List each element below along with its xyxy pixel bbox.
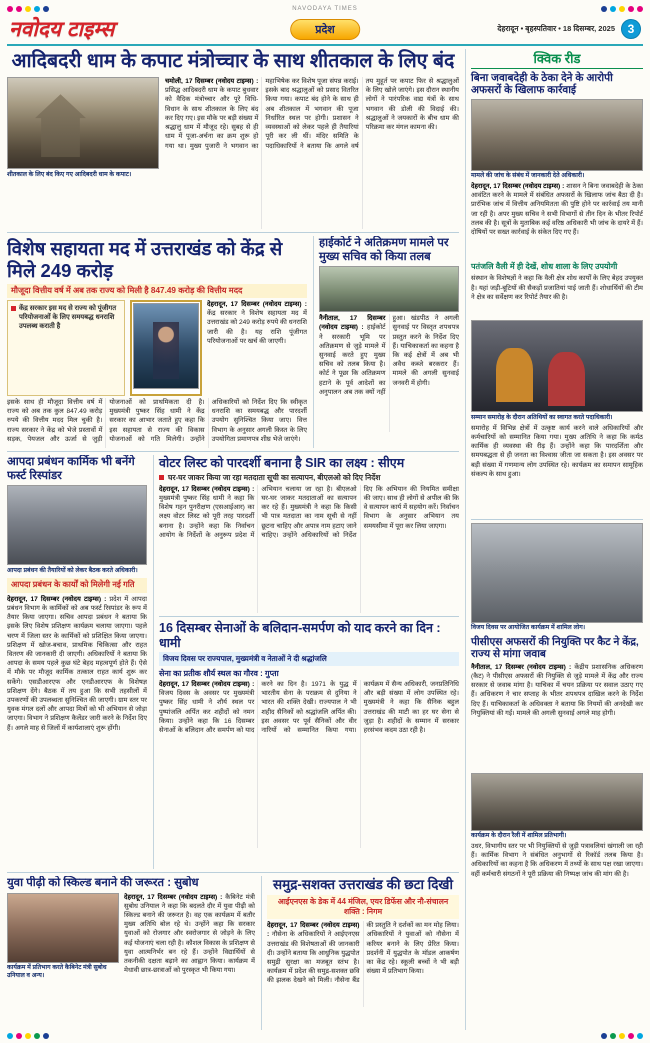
- cat-body-2: उधर, विभागीय स्तर पर भी नियुक्तियों से जुड़ी पत्रावलियां खंगाली जा रही हैं। कार्मिक विभाग ने संबंधित अनुभागों से रिकॉर्ड तलब किया है। अधिकारियों का कहना है कि अधिकरण में तथ्यों के साथ पक्ष रखा जाएगा। वहीं कर्मचारी संगठनों ने पूरी प्रक्रिया की निष्पक्ष जांच की मांग की है।: [471, 842, 643, 878]
- article-vijay-diwas: [159, 620, 459, 848]
- vijay-body: [159, 680, 459, 848]
- quick-read-body-1: [471, 182, 643, 260]
- lead-body-text: [165, 77, 459, 229]
- masthead-right: [497, 19, 641, 39]
- lead-body-copy: प्रसिद्ध आदिबदरी धाम के कपाट बुधवार को वैदिक मंत्रोच्चार और पूरे विधि-विधान के साथ शीतकाल के लिए बंद कर दिए गए। इस मौके पर बड़ी संख्या में श्रद्धालु धाम में मौजूद रहे। सुबह से ही धाम में पूजा-अर्चना का क्रम शुरू हो गया था। मुख्य पुजारी ने भगवान का महाभिषेक कर विशेष पूजा संपन्न कराई। इसके बाद श्रद्धालुओं को प्रसाद वितरित किया गया। कपाट बंद होने के साथ ही अब शीतकाल में भगवान की पूजा निर्धारित स्थल पर होगी। प्रशासन ने व्यवस्थाओं को लेकर पहले ही तैयारियां पूरी कर ली थीं। मंदिर समिति के पदाधिकारियों ने बताया कि अगले वर्ष तय मुहूर्त पर कपाट फिर से श्रद्धालुओं के लिए खोले जाएंगे। इस दौरान स्थानीय लोगों ने पारंपरिक वाद्य यंत्रों के साथ भगवान की डोली की विदाई की। श्रद्धालुओं ने जयकारों के बीच धाम की परिक्रमा कर मंगल कामना की।: [165, 78, 459, 150]
- vijay-headline: 16 दिसम्बर सेनाओं के बलिदान-समर्पण को याद करने का दिन : धामी: [159, 620, 441, 650]
- bullet-square-icon: [11, 306, 16, 311]
- quick-read-caption-1: मामले की जांच के संबंध में जानकारी देते अधिकारी।: [471, 172, 585, 180]
- highcourt-body-copy: हाईकोर्ट ने सरकारी भूमि पर अतिक्रमण से जुड़े मामले में सुनवाई करते हुए मुख्य सचिव को तलब किया है। कोर्ट ने पूछा कि अतिक्रमण हटाने के पूर्व आदेशों का अनुपालन अब तक क्यों नहीं हुआ। खंडपीठ ने अगली सुनवाई पर विस्तृत शपथपत्र प्रस्तुत करने के निर्देश दिए हैं। याचिकाकर्ता का कहना है कि कई क्षेत्रों में अब भी अवैध कब्जे बरकरार हैं। मामले की अगली सुनवाई जनवरी में होगी।: [319, 315, 459, 396]
- crowd-photo: [471, 523, 643, 623]
- divider: [159, 616, 459, 617]
- quick-read-sub-headline: पतंजलि वैली में ही देखें, शोध शाला के लिए उपयोगी: [471, 262, 618, 271]
- special-aid-lede-copy: केंद्र सरकार ने विशेष सहायता मद में उत्तराखंड को 249 करोड़ रुपये की धनराशि जारी की है। यह राशि पूंजीगत परियोजनाओं पर खर्च की जाएगी।: [207, 310, 307, 345]
- officials-photo: [471, 99, 643, 171]
- article-special-aid: [7, 236, 307, 448]
- center-column: [153, 455, 459, 869]
- special-aid-body: इसके साथ ही मौजूदा वित्तीय वर्ष में राज्य को अब तक कुल 847.49 करोड़ रुपये की वित्तीय मदद मिल चुकी है। राज्य सरकार ने केंद्र को भेजे प्रस्तावों में सड़क, पेयजल और ऊर्जा से जुड़ी योजनाओं को प्राथमिकता दी है। मुख्यमंत्री पुष्कर सिंह धामी ने केंद्र सरकार का आभार जताते हुए कहा कि इस सहायता से राज्य की विकास योजनाओं को गति मिलेगी। उन्होंने अधिकारियों को निर्देश दिए कि स्वीकृत धनराशि का समयबद्ध और पारदर्शी उपयोग सुनिश्चित किया जाए। वित्त विभाग के अनुसार अगली किस्त के लिए उपयोगिता प्रमाणपत्र शीघ्र भेजे जाएंगे।: [7, 398, 307, 443]
- corner-dots-bottom-right: [601, 1033, 643, 1039]
- cat-body-copy: केंद्रीय प्रशासनिक अधिकरण (कैट) ने पीसीएस अफसरों की नियुक्ति से जुड़े मामले में केंद्र और राज्य सरकार से जवाब मांगा है। याचिका में चयन प्रक्रिया पर सवाल उठाए गए हैं। अधिकरण ने चार सप्ताह के भीतर शपथपत्र दाखिल करने के निर्देश दिए हैं। याचिकाकर्ता के अधिवक्ता ने बताया कि नियमों की अनदेखी कर नियुक्तियां की गईं। मामले की अगली सुनवाई अगले माह होगी।: [471, 663, 643, 717]
- highcourt-dateline: नैनीताल, 17 दिसम्बर (नवोदय टाइम्स) :: [319, 315, 386, 332]
- bullet-square-icon: [159, 475, 164, 480]
- lead-dateline: चमोली, 17 दिसम्बर (नवोदय टाइम्स) :: [165, 78, 259, 85]
- divider: [471, 519, 643, 520]
- row-d: [7, 876, 459, 1030]
- sir-body: [159, 485, 459, 613]
- highcourt-photo: [319, 266, 459, 312]
- lead-headline: आदिबदरी धाम के कपाट मंत्रोच्चार के साथ शीतकाल के लिए बंद: [11, 50, 455, 72]
- divider: [7, 872, 459, 873]
- quick-read-dateline: देहरादून, 17 दिसम्बर (नवोदय टाइम्स) :: [471, 183, 567, 190]
- article-disaster: [7, 455, 147, 869]
- sir-bullet-text: घर-घर जाकर किया जा रहा मतदाता सूची का सत्यापन, बीएलओ को दिए निर्देश: [168, 472, 381, 482]
- cm-portrait-figure: [130, 300, 202, 396]
- navy-body: [267, 921, 459, 1007]
- disaster-figure: [7, 485, 147, 576]
- row-b: [7, 236, 459, 448]
- article-highcourt: [313, 236, 459, 448]
- bottom-decoration-row: [7, 1030, 643, 1041]
- disaster-photo-caption: आपदा प्रबंधन की तैयारियों को लेकर बैठक करते अधिकारी।: [7, 566, 138, 574]
- skill-event-photo: [7, 893, 119, 963]
- disaster-subhead: आपदा प्रबंधन के कार्यों को मिलेगी नई गति: [7, 578, 147, 592]
- lead-figure: [7, 77, 159, 229]
- sir-dateline: देहरादून, 17 दिसम्बर (नवोदय टाइम्स) :: [159, 485, 255, 493]
- meeting-photo: [7, 485, 147, 565]
- article-sir: [159, 455, 459, 613]
- special-aid-subhead: मौजूदा वित्तीय वर्ष में अब तक राज्य को मिली है 847.49 करोड़ की वित्तीय मदद: [7, 284, 307, 298]
- right-rail: [465, 49, 643, 1030]
- skill-photo-caption: कार्यक्रम में प्रतिभाग करते कैबिनेट मंत्री सुबोध उनियाल व अन्य।: [7, 964, 107, 979]
- disaster-body-copy: प्रदेश में आपदा प्रबंधन विभाग के कार्मिकों को अब फर्स्ट रिस्पांडर के रूप में तैयार किया जाएगा। सचिव आपदा प्रबंधन ने बताया कि इसके लिए विशेष प्रशिक्षण कार्यक्रम चलाया जाएगा। पहले चरण में जिला स्तर के कार्मिकों को प्रशिक्षित किया जाएगा। प्रशिक्षण में खोज-बचाव, प्राथमिक चिकित्सा और राहत वितरण की जानकारी दी जाएगी। अधिकारियों ने बताया कि आपदा के समय पहले कुछ घंटे बेहद महत्वपूर्ण होते हैं। ऐसे में मौके पर मौजूद कार्मिक तत्काल राहत कार्य शुरू कर सकेंगे। एसडीआरएफ और एनडीआरएफ के विशेषज्ञ प्रशिक्षण देंगे। बैठक में तय हुआ कि सभी तहसीलों में उपकरणों की उपलब्धता सुनिश्चित की जाएगी। ग्राम स्तर पर युवक मंगल दलों और आपदा मित्रों को भी अभियान से जोड़ा जाएगा। विभाग ने प्रशिक्षण कैलेंडर जारी करने के निर्देश दिए हैं। अगले माह से जिलों में कार्यशालाएं शुरू होंगी।: [7, 595, 147, 732]
- quick-read-body-3: समारोह में विभिन्न क्षेत्रों में उत्कृष्ट कार्य करने वाले अधिकारियों और कर्मचारियों को सम्मानित किया गया। मुख्य अतिथि ने कहा कि कर्मठ कार्मिक ही व्यवस्था की रीढ़ हैं। उन्होंने कहा कि पारदर्शिता और समयबद्धता से ही जनता का विश्वास जीता जा सकता है। इस अवसर पर बड़ी संख्या में गणमान्य लोग उपस्थित रहे। कार्यक्रम का समापन सामूहिक संकल्प के साथ हुआ।: [471, 424, 643, 478]
- divider: [7, 451, 459, 452]
- divider: [7, 232, 459, 233]
- skill-body-copy: कैबिनेट मंत्री सुबोध उनियाल ने कहा कि बदलते दौर में युवा पीढ़ी को स्किल्ड बनाने की जरूरत है। वह एक कार्यक्रम में बतौर मुख्य अतिथि बोल रहे थे। उन्होंने कहा कि सरकार युवाओं को रोजगार और स्वरोजगार से जोड़ने के लिए कई योजनाएं चला रही है। कौशल विकास के प्रशिक्षण से युवा आत्मनिर्भर बन रहे हैं। उन्होंने विद्यार्थियों से तकनीकी दक्षता बढ़ाने का आह्वान किया। कार्यक्रम में मेधावी छात्र-छात्राओं को पुरस्कृत भी किया गया।: [124, 893, 255, 975]
- lead-photo-caption: शीतकाल के लिए बंद किए गए आदिबदरी धाम के कपाट।: [7, 170, 132, 178]
- main-column: [7, 49, 459, 1030]
- skill-dateline: देहरादून, 17 दिसम्बर (नवोदय टाइम्स) :: [124, 893, 226, 901]
- masthead: [7, 14, 643, 46]
- sir-headline: वोटर लिस्ट को पारदर्शी बनाना है SIR का लक्ष्य : सीएम: [159, 456, 405, 470]
- quick-read-copy-1: शासन ने बिना जवाबदेही के ठेका आवंटित करने के मामले में संबंधित अफसरों के खिलाफ जांच बैठा दी है। प्रारंभिक जांच में वित्तीय अनियमितता की पुष्टि होने पर कार्रवाई तय मानी जा रही है। अपर मुख्य सचिव ने सभी विभागों से तीन दिन के भीतर रिपोर्ट तलब की है। सूत्रों के मुताबिक कई वरिष्ठ अधिकारी भी जांच के दायरे में हैं। दोषियों पर सख्त कार्रवाई के संकेत दिए गए हैं।: [471, 183, 643, 237]
- page-content: [7, 49, 643, 1030]
- cat-body: [471, 663, 643, 773]
- vijay-body-copy: विजय दिवस के अवसर पर मुख्यमंत्री पुष्कर सिंह धामी ने शौर्य स्थल पर पुष्पांजलि अर्पित कर शहीदों को नमन किया। उन्होंने कहा कि 16 दिसम्बर सेनाओं के बलिदान और समर्पण को याद करने का दिन है। 1971 के युद्ध में भारतीय सेना के पराक्रम से दुनिया ने भारत की शक्ति देखी। राज्यपाल ने भी शहीद सैनिकों को श्रद्धांजलि अर्पित की। इस अवसर पर पूर्व सैनिकों और वीर नारियों को सम्मानित किया गया। कार्यक्रम में सैन्य अधिकारी, जनप्रतिनिधि और बड़ी संख्या में लोग उपस्थित रहे। मुख्यमंत्री ने कहा कि सैनिक बहुल उत्तराखंड की माटी का हर घर सेना से जुड़ा है। शहीदों के सम्मान में सरकार हरसंभव कदम उठा रही है।: [159, 680, 459, 734]
- navy-headline: समुद्र-सशक्त उत्तराखंड की छटा दिखी: [273, 877, 453, 892]
- disaster-dateline: देहरादून, 17 दिसम्बर (नवोदय टाइम्स) :: [7, 595, 110, 603]
- sir-body-copy: मुख्यमंत्री पुष्कर सिंह धामी ने कहा कि विशेष गहन पुनरीक्षण (एसआईआर) का लक्ष्य वोटर लिस्ट को पूरी तरह पारदर्शी बनाना है। उन्होंने कहा कि निर्वाचन आयोग के निर्देशों के अनुरूप प्रदेश में अभियान चलाया जा रहा है। बीएलओ घर-घर जाकर मतदाताओं का सत्यापन कर रहे हैं। मुख्यमंत्री ने कहा कि किसी भी पात्र मतदाता का नाम सूची से नहीं छूटना चाहिए और अपात्र नाम हटाए जाने चाहिए। उन्होंने अधिकारियों को निर्देश दिए कि अभियान की नियमित समीक्षा की जाए। साथ ही लोगों से अपील की कि वे सत्यापन कार्य में सहयोग करें। निर्वाचन विभाग के अनुसार अभियान तय समयसीमा में पूरा कर लिया जाएगा।: [159, 485, 459, 539]
- highcourt-headline: हाईकोर्ट ने अतिक्रमण मामले पर मुख्य सचिव को किया तलब: [319, 237, 449, 263]
- disaster-body: [7, 595, 147, 831]
- navy-dateline: देहरादून, 17 दिसम्बर (नवोदय टाइम्स) :: [267, 922, 360, 939]
- quick-read-figure-2: [471, 320, 643, 423]
- corner-dots-top-right: [601, 6, 643, 12]
- navy-body-copy: नौसेना के अधिकारियों ने आईएनएस उत्तराखंड की विशेषताओं की जानकारी दी। उन्होंने बताया कि आधुनिक युद्धपोत समुद्री सुरक्षा का मजबूत स्तंभ है। कार्यक्रम में प्रदेश की समुद्र-सशक्त छवि की झलक देखने को मिली। नौसेना बैंड की प्रस्तुति ने दर्शकों का मन मोह लिया। अधिकारियों ने युवाओं को नौसेना में करियर बनाने के लिए प्रेरित किया। प्रदर्शनी में युद्धपोत के मॉडल आकर्षण का केंद्र रहे। स्कूली बच्चों ने भी बड़ी संख्या में प्रतिभाग किया।: [267, 922, 459, 985]
- cat-figure: [471, 523, 643, 634]
- article-adibadri: [7, 49, 459, 229]
- article-skill: [7, 876, 255, 1030]
- cat-headline: पीसीएस अफसरों की नियुक्ति पर कैट ने केंद्र, राज्य से मांगा जवाब: [471, 635, 639, 661]
- special-aid-dateline: देहरादून, 17 दिसम्बर (नवोदय टाइम्स) :: [207, 300, 307, 308]
- vijay-dateline: देहरादून, 17 दिसम्बर (नवोदय टाइम्स) :: [159, 680, 255, 688]
- cat-photo-caption: विजय दिवस पर आयोजित कार्यक्रम में शामिल लोग।: [471, 624, 586, 632]
- garlanded-guests-photo: [471, 320, 643, 412]
- quick-read-caption-2: सम्मान समारोह के दौरान अतिथियों का स्वागत करते पदाधिकारी।: [471, 413, 613, 421]
- cat-dateline: नैनीताल, 17 दिसम्बर (नवोदय टाइम्स) :: [471, 663, 575, 671]
- navy-subhead: आईएनएस के डेक में 44 मंजिल, एयर डिफेंस और नौ-संचालन शक्ति : निगम: [267, 895, 459, 919]
- quick-read-body-2: संस्थान के विशेषज्ञों ने कहा कि वैली क्षेत्र शोध कार्यों के लिए बेहद उपयुक्त है। यहां जड़ी-बूटियों की सैकड़ों प्रजातियां पाई जाती हैं। शोधार्थियों की टीम ने क्षेत्र का सर्वेक्षण कर रिपोर्ट तैयार की है।: [471, 275, 643, 301]
- cm-portrait-photo: [133, 303, 199, 389]
- highcourt-body: [319, 314, 459, 432]
- sir-bullet: [159, 473, 459, 483]
- corner-dots-top-left: [7, 6, 49, 12]
- cat-figure-2: [471, 773, 643, 842]
- vijay-side-headline: सेना का प्रतीक शौर्य स्थल का गौरव : गुप्ता: [159, 668, 279, 678]
- newspaper-logo: नवोदय टाइम्स: [9, 18, 115, 41]
- corner-dots-bottom-left: [7, 1033, 49, 1039]
- row-c: [7, 455, 459, 869]
- skill-figure: [7, 893, 119, 999]
- vijay-bullet: विजय दिवस पर राज्यपाल, मुख्यमंत्री व नेताओं ने दी श्रद्धांजलि: [159, 652, 459, 666]
- cat-photo-caption-2: कार्यक्रम के दौरान रैली में शामिल प्रतिभागी।: [471, 832, 567, 840]
- highlight-text: केंद्र सरकार इस मद से राज्य को पूंजीगत परियोजनाओं के लिए समयबद्ध धनराशि उपलब्ध कराती है: [19, 304, 117, 331]
- top-strip-text: NAVODAYA TIMES: [292, 5, 358, 12]
- page-number-badge: 3: [621, 19, 641, 39]
- quick-read-headline: बिना जवाबदेही के ठेका देने के आरोपी अफसरों के खिलाफ कार्रवाई: [471, 72, 613, 97]
- edition-dateline: देहरादून • बृहस्पतिवार • 18 दिसम्बर, 2025: [497, 24, 615, 33]
- quick-read-header: क्विक रीड: [471, 49, 643, 69]
- rally-photo: [471, 773, 643, 831]
- quick-read-figure-1: [471, 99, 643, 182]
- skill-body: [124, 893, 255, 999]
- skill-headline: युवा पीढ़ी को स्किल्ड बनाने की जरूरत : सुबोध: [7, 877, 199, 889]
- disaster-headline: आपदा प्रबंधन कार्मिक भी बनेंगे फर्स्ट रिस्पांडर: [7, 456, 135, 482]
- highlight-box: [7, 300, 125, 396]
- special-aid-headline: विशेष सहायता मद में उत्तराखंड को केंद्र से मिले 249 करोड़: [7, 238, 283, 281]
- special-aid-lede: [207, 300, 307, 396]
- top-decoration-row: [7, 3, 643, 14]
- section-badge: प्रदेश: [290, 19, 360, 40]
- article-navy: [261, 876, 459, 1030]
- temple-photo: [7, 77, 159, 169]
